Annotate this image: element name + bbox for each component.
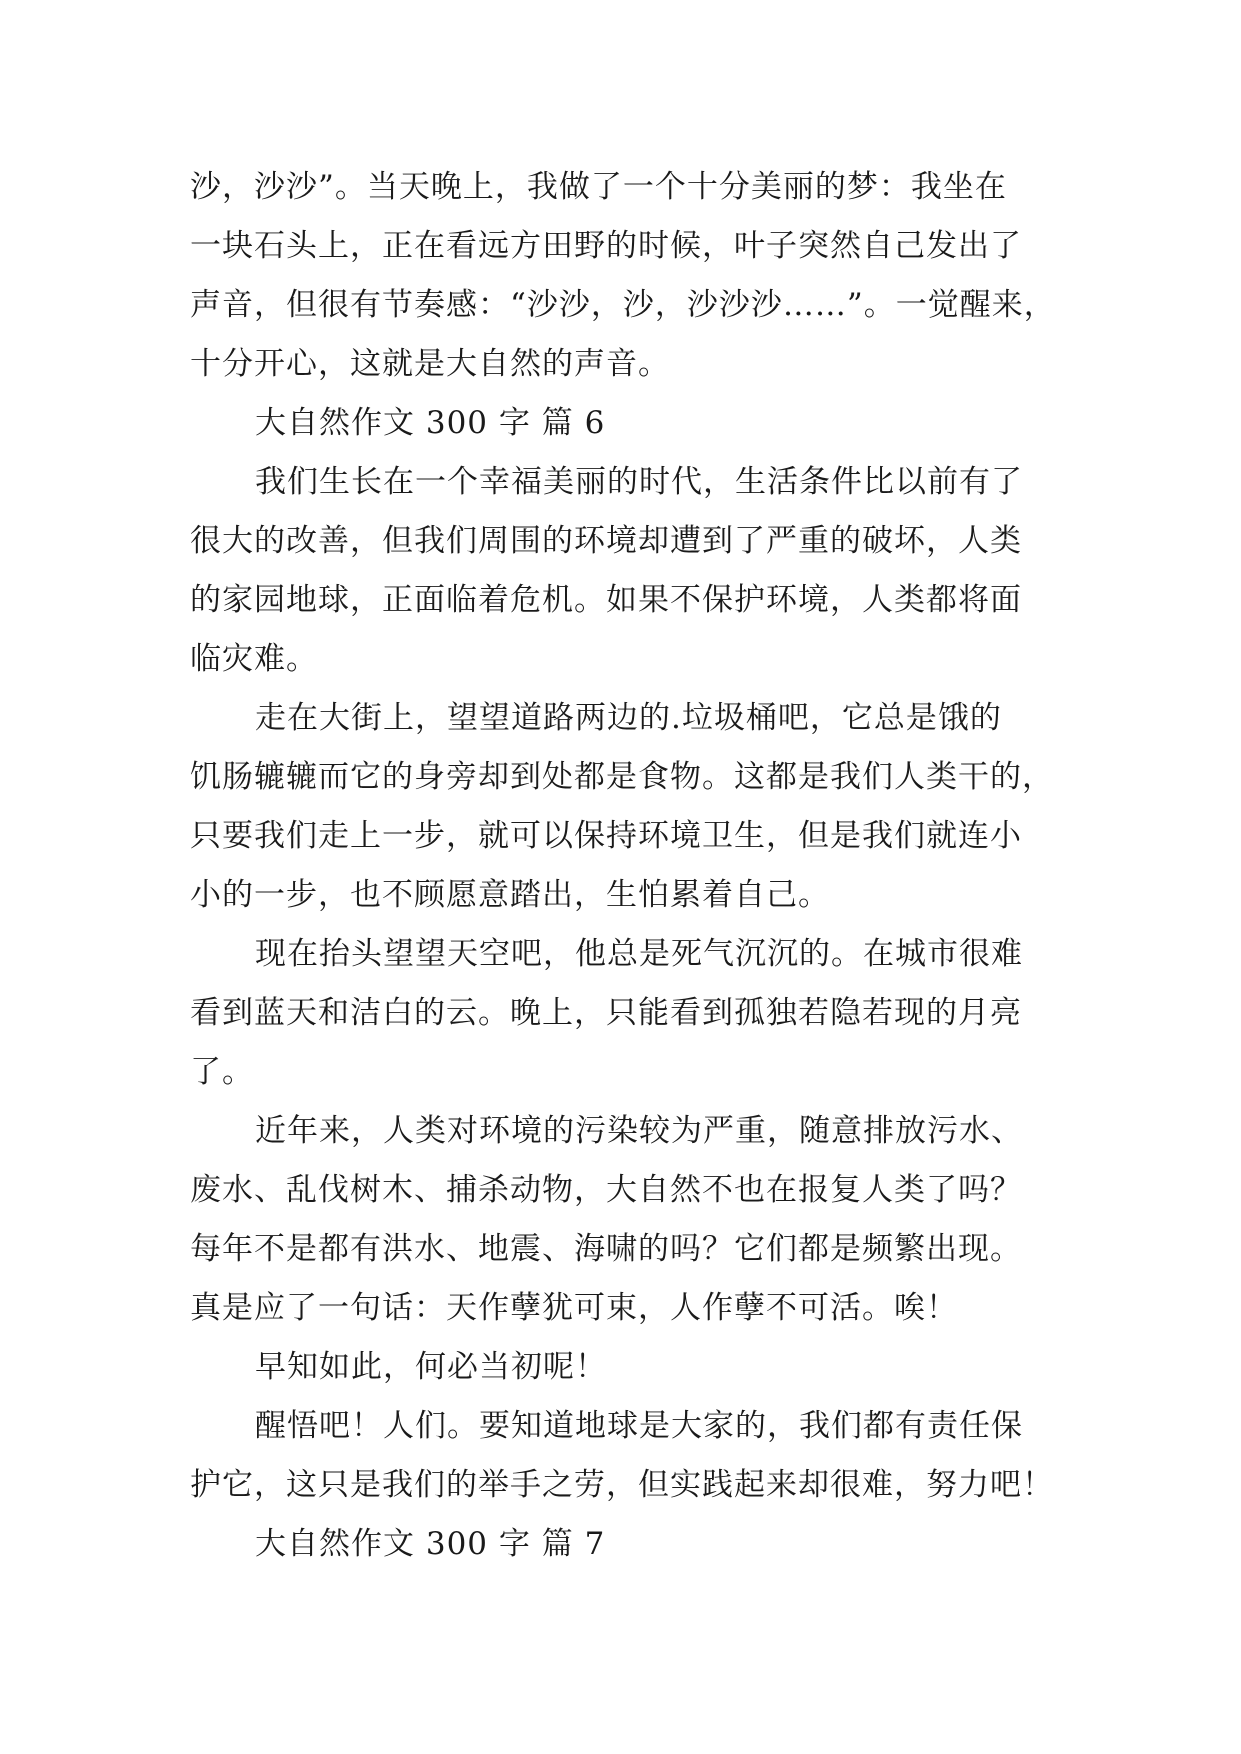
text-line: 护它，这只是我们的举手之劳，但实践起来却很难，努力吧！ [190,1467,1054,1503]
text-line: 声音，但很有节奏感：“沙沙，沙，沙沙沙……”。一觉醒来， [190,287,1056,323]
text-line: 走在大街上，望望道路两边的.垃圾桶吧，它总是饿的 [255,700,1002,736]
text-line: 一块石头上，正在看远方田野的时候，叶子突然自己发出了 [190,228,1022,264]
paragraph-3 [190,925,1060,1102]
section-heading-7 [190,1515,1060,1574]
text-line: 早知如此，何必当初呢！ [255,1349,607,1385]
section-heading-6 [190,394,1060,453]
text-line: 十分开心，这就是大自然的声音。 [190,346,670,382]
text-line: 很大的改善，但我们周围的环境却遭到了严重的破坏，人类 [190,523,1022,559]
text-line: 每年不是都有洪水、地震、海啸的吗？它们都是频繁出现。 [190,1231,1022,1267]
paragraph-1 [190,453,1060,689]
paragraph-continuation [190,158,1060,394]
text-line: 了。 [190,1054,254,1090]
text-line: 废水、乱伐树木、捕杀动物，大自然不也在报复人类了吗？ [190,1172,1022,1208]
paragraph-6 [190,1397,1060,1515]
text-line: 小的一步，也不顾愿意踏出，生怕累着自己。 [190,877,830,913]
text-line: 醒悟吧！人们。要知道地球是大家的，我们都有责任保 [255,1408,1023,1444]
text-line: 我们生长在一个幸福美丽的时代，生活条件比以前有了 [255,464,1023,500]
text-line: 饥肠辘辘而它的身旁却到处都是食物。这都是我们人类干的， [190,759,1054,795]
document-body [190,158,1060,1574]
text-line: 看到蓝天和洁白的云。晚上，只能看到孤独若隐若现的月亮 [190,995,1022,1031]
heading-text: 大自然作文 300 字 篇 6 [255,405,606,441]
text-line: 近年来，人类对环境的污染较为严重，随意排放污水、 [255,1113,1023,1149]
paragraph-4 [190,1102,1060,1338]
text-line: 现在抬头望望天空吧，他总是死气沉沉的。在城市很难 [255,936,1023,972]
paragraph-2 [190,689,1060,925]
text-line: 沙，沙沙”。当天晚上，我做了一个十分美丽的梦：我坐在 [190,169,1007,205]
heading-text: 大自然作文 300 字 篇 7 [255,1526,606,1562]
text-line: 临灾难。 [190,641,318,677]
text-line: 的家园地球，正面临着危机。如果不保护环境，人类都将面 [190,582,1022,618]
text-line: 真是应了一句话：天作孽犹可束，人作孽不可活。唉！ [190,1290,958,1326]
paragraph-5 [190,1338,1060,1397]
text-line: 只要我们走上一步，就可以保持环境卫生，但是我们就连小 [190,818,1022,854]
